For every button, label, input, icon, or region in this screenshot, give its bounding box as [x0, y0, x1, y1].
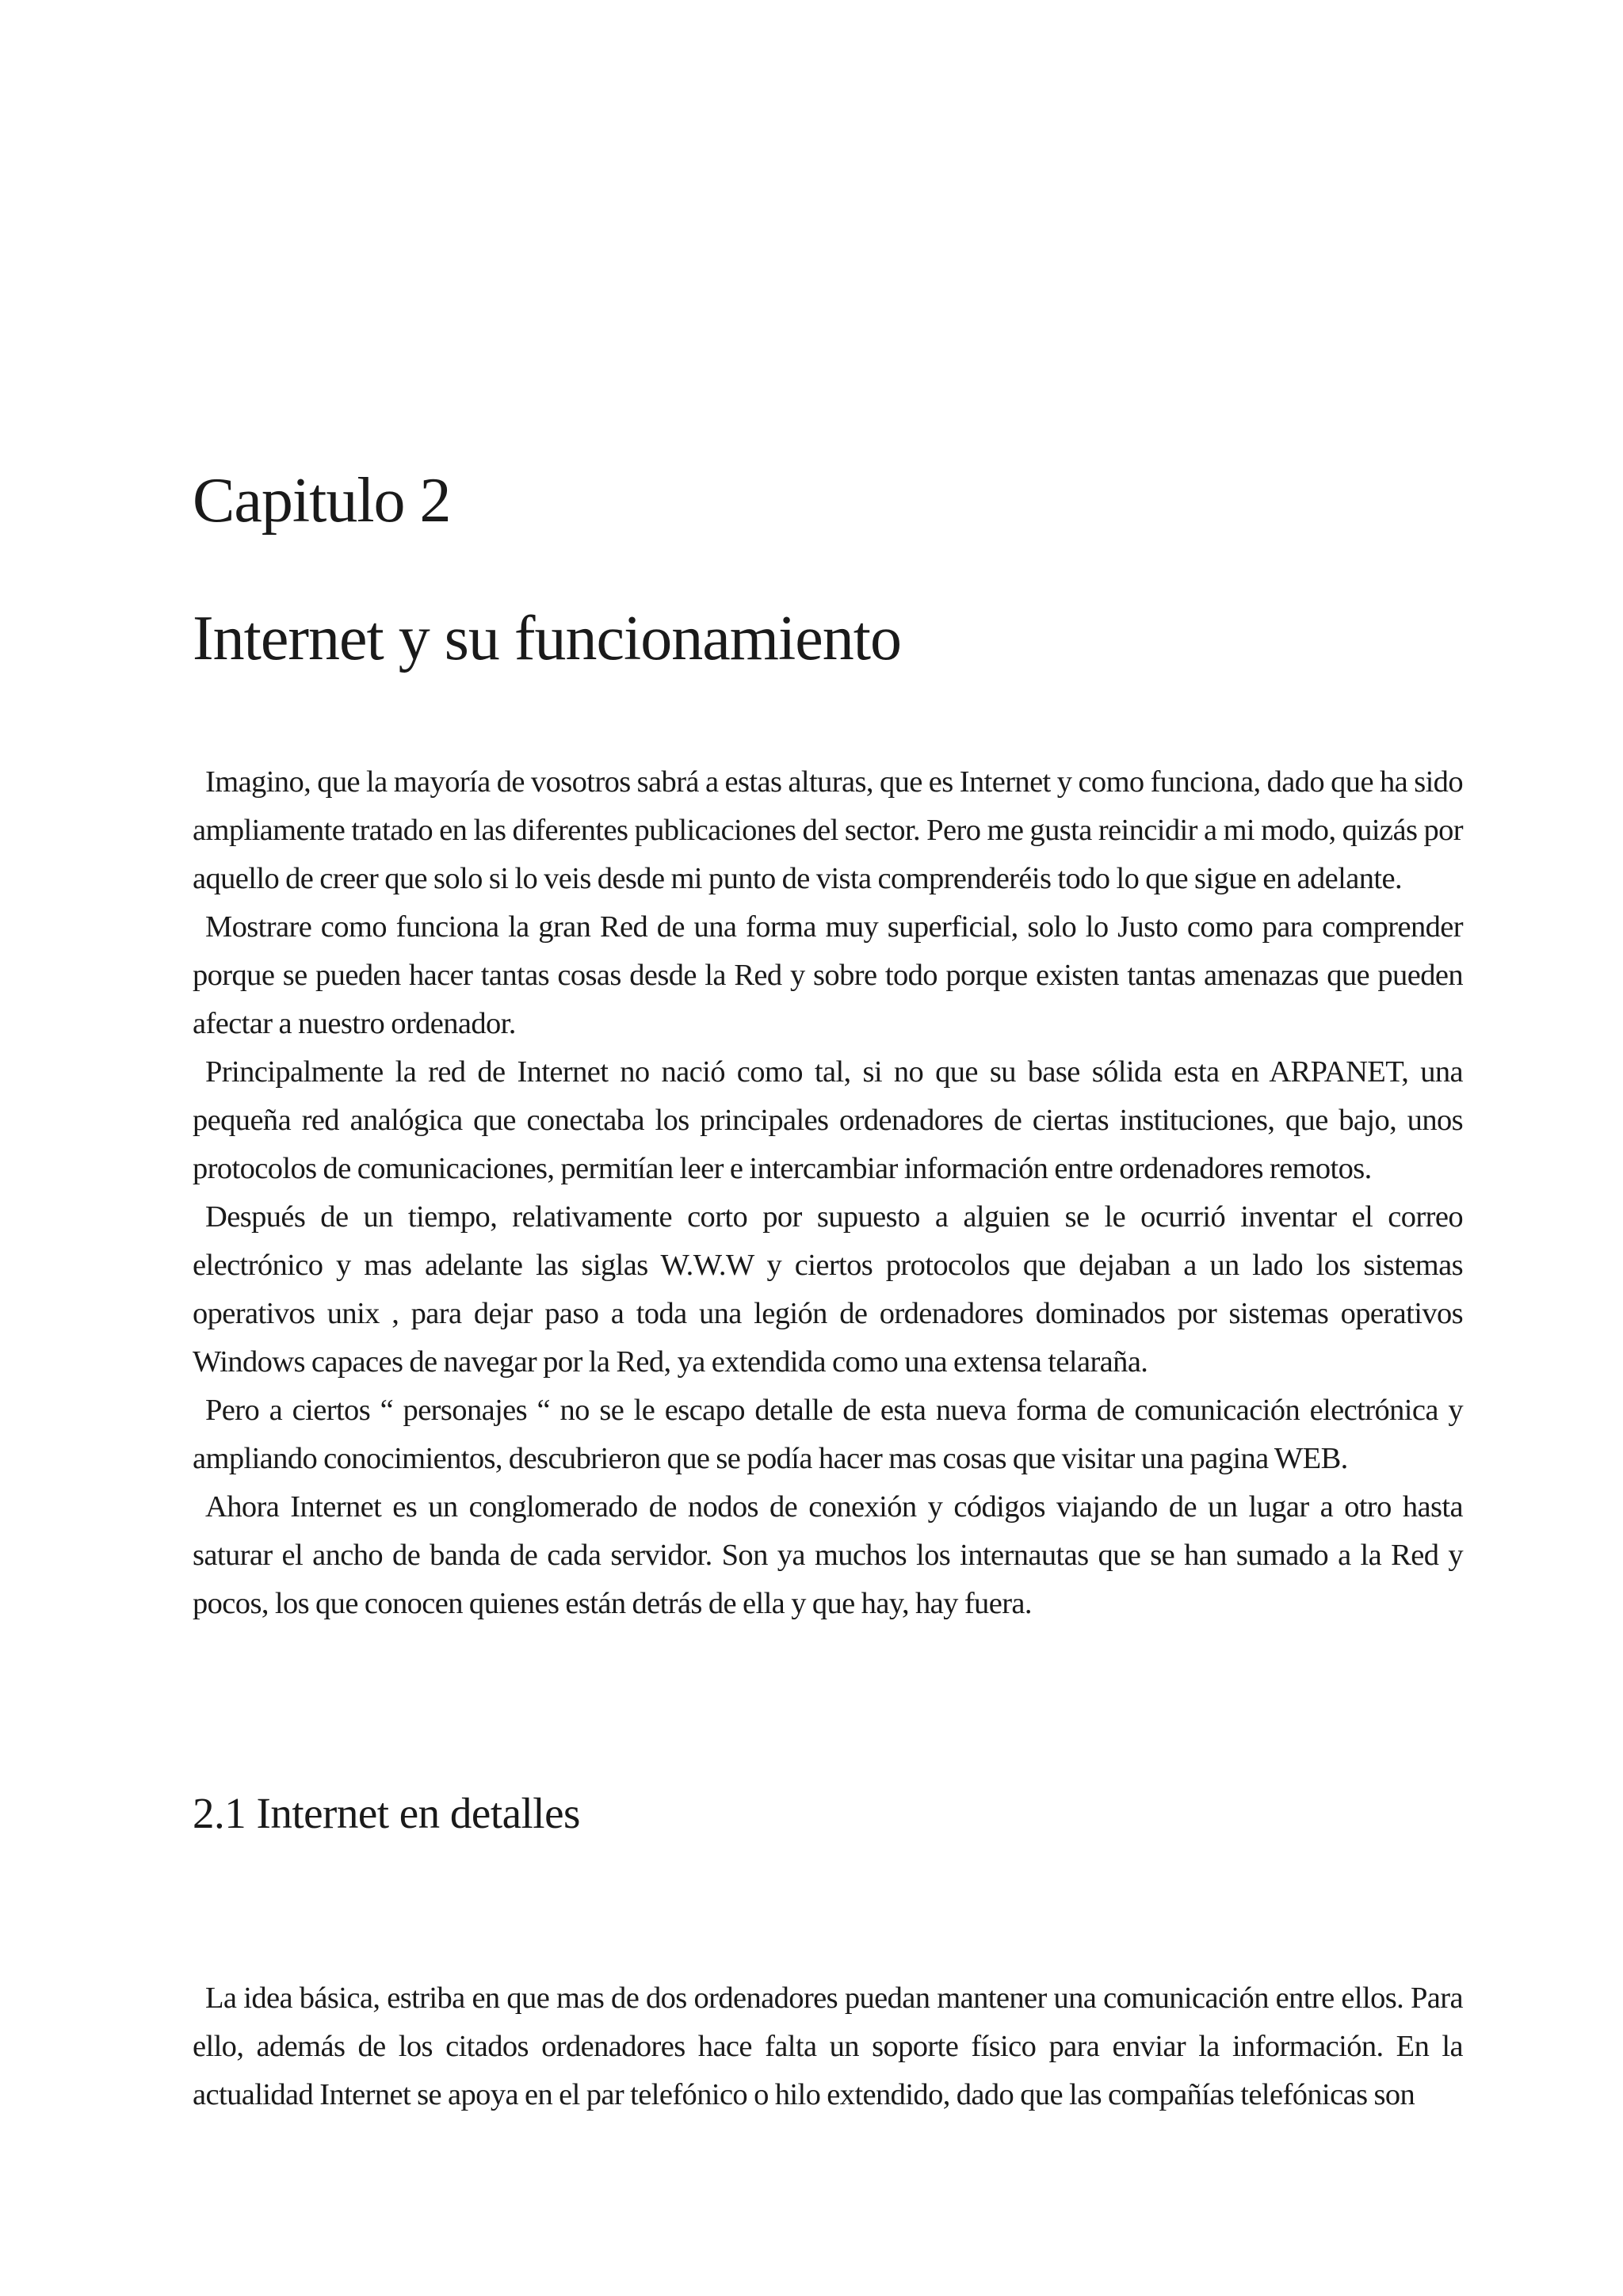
paragraph: Principalmente la red de Internet no nació como tal, si no que su base sólida esta en ARPANET, una pequeña red analógica que conectaba los principales ordenadores de ciertas instituciones, que bajo, unos protocolos de comunicaciones, permitían leer e intercambiar información entre ordenadores remotos.: [193, 1055, 1463, 1185]
intro-text: [193, 758, 1463, 1628]
section-heading: 2.1 Internet en detalles: [193, 1789, 580, 1837]
section-text: [193, 1974, 1463, 2119]
paragraph: Imagino, que la mayoría de vosotros sabrá a estas alturas, que es Internet y como funciona, dado que ha sido ampliamente tratado en las diferentes publicaciones del sector. Pero me gusta reincidir a mi modo, quizás por aquello de creer que solo si lo veis desde mi punto de vista comprenderéis todo lo que sigue en adelante.: [193, 765, 1463, 895]
chapter-label: Capitulo 2: [193, 466, 451, 536]
paragraph: Ahora Internet es un conglomerado de nodos de conexión y códigos viajando de un lugar a otro hasta saturar el ancho de banda de cada servidor. Son ya muchos los internautas que se han sumado a la Red y pocos, los que conocen quienes están detrás de ella y que hay, hay fuera.: [193, 1490, 1463, 1620]
paragraph: Después de un tiempo, relativamente corto por supuesto a alguien se le ocurrió inventar el correo electrónico y mas adelante las siglas W.W.W y ciertos protocolos que dejaban a un lado los sistemas operativos unix , para dejar paso a toda una legión de ordenadores dominados por sistemas operativos Windows capaces de navegar por la Red, ya extendida como una extensa telaraña.: [193, 1200, 1463, 1379]
paragraph: La idea básica, estriba en que mas de dos ordenadores puedan mantener una comunicación entre ellos. Para ello, además de los citados ordenadores hace falta un soporte físico para enviar la información. En la actualidad Internet se apoya en el par telefónico o hilo extendido, dado que las compañías telefónicas son: [193, 1981, 1463, 2111]
paragraph: Pero a ciertos “ personajes “ no se le escapo detalle de esta nueva forma de comunicación electrónica y ampliando conocimientos, descubrieron que se podía hacer mas cosas que visitar una pagina WEB.: [193, 1394, 1463, 1475]
chapter-title: Internet y su funcionamiento: [193, 604, 901, 673]
paragraph: Mostrare como funciona la gran Red de una forma muy superficial, solo lo Justo como para comprender porque se pueden hacer tantas cosas desde la Red y sobre todo porque existen tantas amenazas que pueden afectar a nuestro ordenador.: [193, 910, 1463, 1040]
